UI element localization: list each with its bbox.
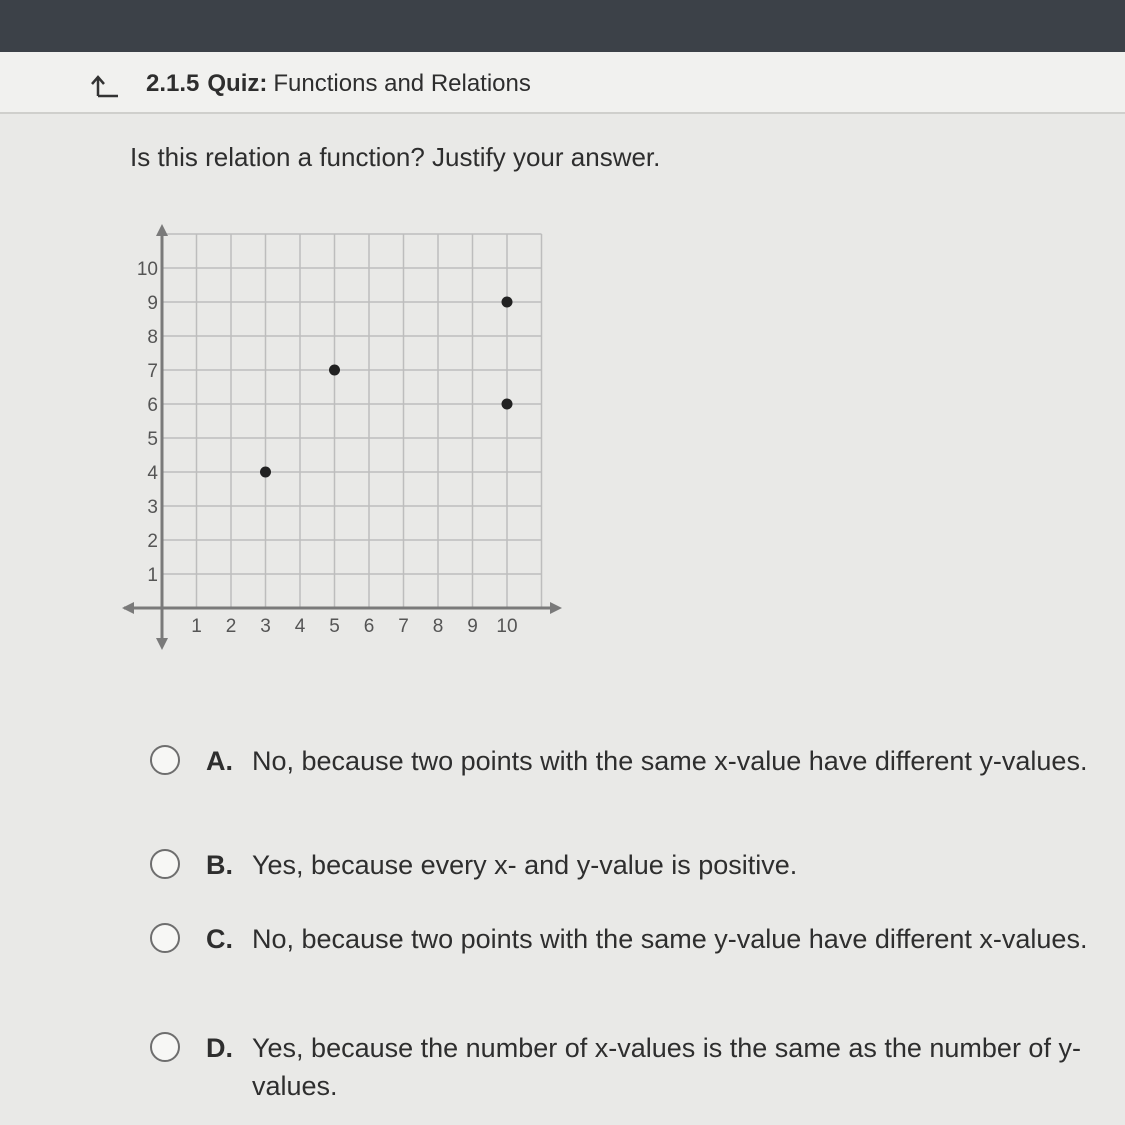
x-tick-label: 8 (432, 616, 444, 637)
question-text: Is this relation a function? Justify your answer. (130, 142, 661, 172)
y-tick-label: 5 (147, 429, 158, 450)
data-point (329, 365, 340, 376)
data-point (502, 297, 513, 308)
choice-d-letter: D. (206, 1033, 233, 1063)
y-tick-label: 2 (147, 531, 158, 552)
data-point (502, 399, 513, 410)
x-axis-right-arrow (550, 602, 562, 614)
x-tick-label: 5 (329, 616, 340, 637)
y-axis-up-arrow (156, 224, 168, 236)
choice-c-letter: C. (206, 924, 233, 954)
choice-b-letter: B. (206, 850, 233, 880)
y-tick-label: 8 (147, 327, 158, 348)
y-tick-label: 1 (147, 565, 158, 586)
quiz-number: 2.1.5 (146, 70, 200, 97)
y-tick-label: 9 (147, 293, 158, 314)
choice-d-text: Yes, because the number of x-values is the same as the number of y-values. (252, 1033, 1081, 1101)
x-tick-label: 7 (398, 616, 409, 637)
radio-d[interactable] (150, 1032, 180, 1062)
choice-a-letter: A. (206, 746, 233, 776)
y-tick-label: 7 (147, 361, 158, 382)
x-axis-left-arrow (122, 602, 134, 614)
x-tick-label: 6 (363, 616, 375, 637)
x-tick-label: 4 (294, 616, 306, 637)
radio-b[interactable] (150, 849, 180, 879)
quiz-title: Functions and Relations (273, 70, 531, 97)
y-axis-down-arrow (156, 638, 168, 650)
y-tick-label: 10 (136, 259, 158, 280)
quiz-label: Quiz: (207, 70, 268, 97)
choice-b-text: Yes, because every x- and y-value is positive. (252, 850, 798, 880)
x-tick-label: 3 (260, 616, 271, 637)
x-tick-label: 9 (467, 616, 478, 637)
radio-a[interactable] (150, 745, 180, 775)
x-tick-label: 2 (225, 616, 237, 637)
x-tick-label: 1 (191, 616, 202, 637)
choice-c-text: No, because two points with the same y-value have different x-values. (252, 924, 1088, 954)
x-tick-label: 10 (496, 616, 518, 637)
y-tick-label: 4 (147, 463, 158, 484)
radio-c[interactable] (150, 923, 180, 953)
y-tick-label: 6 (147, 395, 158, 416)
y-tick-label: 3 (147, 497, 158, 518)
choice-a-text: No, because two points with the same x-value have different y-values. (252, 746, 1088, 776)
data-point (260, 467, 271, 478)
